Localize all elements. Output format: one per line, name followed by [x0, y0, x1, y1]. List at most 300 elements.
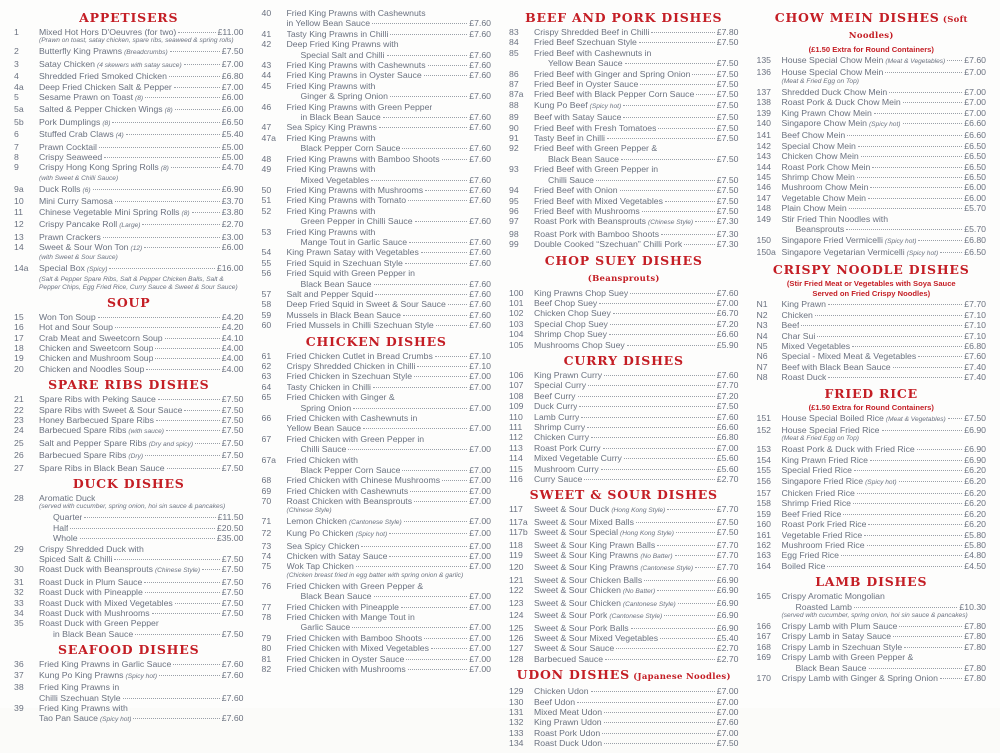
- item-row: [262, 143, 492, 153]
- item-number: 20: [14, 363, 24, 374]
- item-number: 127: [509, 643, 524, 654]
- menu-item: [757, 299, 987, 309]
- item-price: £7.70: [716, 550, 739, 561]
- item-name: Roast Duck Udon: [534, 738, 603, 749]
- item-name: Shrimp Chop Suey: [534, 329, 607, 340]
- item-price: £7.50: [716, 205, 739, 216]
- menu-item: [262, 602, 492, 612]
- menu-item: [757, 621, 987, 631]
- item-number: 141: [756, 130, 771, 141]
- item-row: [509, 143, 739, 153]
- item-price: £7.60: [716, 411, 739, 422]
- item-price: £7.60: [716, 717, 739, 728]
- dotted-leader: [607, 138, 715, 139]
- item-name: Mushrooms Chop Suey: [534, 339, 625, 350]
- item-number: 71: [261, 515, 272, 526]
- dotted-leader: [192, 212, 220, 213]
- item-row: [509, 633, 739, 643]
- item-row: [509, 474, 739, 484]
- item-price: £5.40: [221, 129, 244, 140]
- item-row: [262, 496, 492, 506]
- item-body: [287, 465, 492, 475]
- item-body: [782, 108, 987, 118]
- item-name: Lemon Chicken: [286, 515, 347, 526]
- item-name: Chicken: [781, 309, 813, 320]
- dotted-leader: [853, 503, 962, 504]
- item-body: [534, 686, 739, 696]
- item-body: [534, 707, 739, 717]
- item-number: 139: [756, 107, 771, 118]
- dotted-leader: [642, 211, 715, 212]
- item-number: 124: [509, 610, 524, 621]
- item-number: 93: [509, 164, 519, 175]
- menu-item: [14, 92, 244, 104]
- menu-item: [262, 195, 492, 205]
- dotted-leader: [98, 317, 220, 318]
- dotted-leader: [609, 334, 715, 335]
- item-number: 23: [14, 414, 24, 425]
- item-price: £7.00: [469, 465, 491, 476]
- item-row: [14, 219, 244, 231]
- item-number: 164: [756, 560, 771, 571]
- item-row: [509, 517, 739, 527]
- item-name: Chicken and Mushroom Soup: [39, 353, 154, 364]
- item-number: 2: [14, 46, 19, 57]
- item-number: 86: [509, 68, 519, 79]
- dotted-leader: [940, 678, 962, 679]
- item-name: in Black Bean Sauce: [300, 112, 381, 123]
- item-body: [534, 633, 739, 643]
- item-body: [287, 81, 492, 91]
- item-name: Boiled Rice: [781, 560, 826, 571]
- item-price: £6.90: [716, 622, 739, 633]
- item-row: [757, 108, 987, 118]
- item-number: 150a: [756, 246, 776, 257]
- dotted-leader: [174, 87, 220, 88]
- item-body: [287, 289, 492, 299]
- item-body: [782, 444, 987, 454]
- item-name: Honey Barbecued Spare Ribs: [39, 414, 154, 425]
- item-row: [262, 18, 492, 28]
- item-body: [782, 621, 987, 631]
- item-name: House Special Fried Rice: [781, 424, 880, 435]
- section-subtitle: (£1.50 Extra for Round Containers): [808, 402, 934, 412]
- item-row: [757, 55, 987, 67]
- dotted-leader: [414, 376, 467, 377]
- menu-item: [14, 405, 244, 415]
- item-price: £7.60: [469, 112, 491, 123]
- item-number: 35: [14, 618, 24, 629]
- item-number: 151: [756, 412, 771, 423]
- item-body: [287, 279, 492, 289]
- menu-item: [509, 143, 739, 164]
- item-number: 134: [509, 738, 524, 749]
- item-name: Sweet & Sour Chicken: [534, 585, 621, 596]
- dotted-leader: [817, 336, 962, 337]
- item-price: £7.50: [716, 174, 739, 185]
- item-price: £7.50: [221, 46, 244, 57]
- item-name: Fried Chicken with: [286, 454, 358, 465]
- item-name: Chicken and Sweetcorn Soup: [39, 342, 154, 353]
- dotted-leader: [664, 615, 715, 616]
- section-continued: [262, 8, 492, 331]
- item-name: Kung Po Chicken: [286, 528, 354, 539]
- item-row: [509, 598, 739, 610]
- menu-item: [262, 268, 492, 289]
- menu-item: [757, 162, 987, 172]
- item-body: [287, 551, 492, 561]
- item-body: [782, 55, 987, 67]
- menu-item: [262, 164, 492, 185]
- item-row: [757, 621, 987, 631]
- menu-item: [262, 455, 492, 476]
- item-name: Crispy Shredded Duck with: [39, 543, 144, 554]
- item-body: [534, 154, 739, 164]
- item-body: [782, 372, 987, 382]
- item-number: N1: [756, 299, 768, 310]
- item-number: 40: [261, 8, 272, 18]
- item-name: Fried Chicken Cutlet in Bread Crumbs: [286, 350, 433, 361]
- item-number: 91: [509, 133, 519, 144]
- dotted-leader: [872, 167, 962, 168]
- item-price: £4.20: [221, 311, 244, 322]
- item-row: [509, 540, 739, 550]
- item-price: £7.50: [221, 414, 244, 425]
- menu-item: [509, 239, 739, 249]
- item-body: [39, 129, 244, 141]
- item-name: Mixed Hot Hors D'Oeuvres (for two): [39, 27, 177, 37]
- menu-column-1: [14, 8, 244, 753]
- menu-item: [14, 263, 244, 291]
- item-body: [782, 413, 987, 425]
- item-row: [14, 608, 244, 618]
- dotted-leader: [870, 187, 962, 188]
- item-price: £4.00: [221, 363, 244, 374]
- item-price: £6.60: [964, 118, 986, 129]
- item-row: [757, 87, 987, 97]
- item-body: [287, 206, 492, 216]
- dotted-leader: [402, 470, 467, 471]
- dotted-leader: [858, 146, 962, 147]
- item-number: 146: [756, 182, 771, 193]
- item-price: £7.60: [469, 70, 491, 81]
- dotted-leader: [405, 263, 467, 264]
- item-row: [757, 425, 987, 435]
- item-name: Roast Duck with Beansprouts: [39, 564, 153, 575]
- item-price: £7.50: [221, 576, 244, 587]
- item-price: £2.70: [716, 474, 739, 485]
- item-price: £7.60: [469, 216, 491, 227]
- menu-item: [14, 162, 244, 182]
- item-row: [262, 247, 492, 257]
- menu-item: [757, 530, 987, 540]
- item-row: [509, 206, 739, 216]
- item-price: £6.80: [221, 71, 244, 82]
- item-name: Fried King Prawns with: [286, 226, 376, 237]
- section-title: APPETISERS: [79, 10, 179, 25]
- dotted-leader: [435, 356, 467, 357]
- item-number: 159: [756, 508, 771, 519]
- item-body: [287, 486, 492, 496]
- dotted-leader: [599, 303, 714, 304]
- item-row: [262, 351, 492, 361]
- item-number: 43: [261, 60, 272, 71]
- menu-item: [757, 425, 987, 443]
- item-body: [782, 247, 987, 259]
- dotted-leader: [115, 201, 220, 202]
- item-style-note: (Spicy hot): [589, 102, 622, 110]
- item-number: 77: [261, 601, 272, 612]
- item-name: Sweet & Sour King Prawn Balls: [534, 539, 656, 550]
- item-name: Duck Rolls: [39, 183, 81, 194]
- item-row: [757, 591, 987, 601]
- item-name: Mushroom Curry: [534, 463, 599, 474]
- item-body: [782, 203, 987, 213]
- item-price: £5.70: [964, 224, 986, 235]
- item-price: £7.00: [964, 97, 986, 108]
- item-price: £5.70: [964, 203, 986, 214]
- item-number: 148: [756, 203, 771, 214]
- item-body: [534, 79, 739, 89]
- menu-item: [757, 362, 987, 372]
- item-number: 63: [261, 371, 272, 382]
- item-name: Roast Pork with Beansprouts: [534, 216, 647, 227]
- dotted-leader: [596, 180, 715, 181]
- item-name: King Prawn Satay with Vegetables: [286, 247, 419, 258]
- item-price: £7.70: [716, 504, 739, 515]
- item-name: Wok Tap Chicken: [286, 561, 354, 572]
- item-body: [39, 82, 244, 92]
- item-row: [262, 654, 492, 664]
- item-body: [782, 425, 987, 435]
- item-name: Deep Fried Chicken Salt & Pepper: [39, 81, 172, 92]
- item-body: [287, 299, 492, 309]
- item-price: £35.00: [216, 533, 244, 544]
- item-row: [757, 235, 987, 247]
- item-body: [782, 602, 987, 612]
- item-price: £7.50: [716, 195, 739, 206]
- item-body: [782, 151, 987, 161]
- item-number: 101: [509, 297, 524, 308]
- item-name: Roast Pork Udon: [534, 727, 601, 738]
- item-number: 160: [756, 519, 771, 530]
- item-body: [534, 288, 739, 298]
- item-name: Fried Chicken with Pineapple: [286, 601, 400, 612]
- item-price: £6.00: [221, 104, 244, 115]
- item-name: Mushroom Chow Mein: [781, 182, 869, 193]
- item-price: £7.20: [716, 390, 739, 401]
- item-body: [287, 561, 492, 571]
- item-price: £4.10: [221, 332, 244, 343]
- item-name: Shrimp Chow Mein: [781, 172, 855, 183]
- item-style-note: (Meat & Vegetables): [885, 58, 946, 65]
- item-price: £6.20: [964, 465, 986, 476]
- item-number: 41: [261, 28, 272, 39]
- item-row: [757, 509, 987, 519]
- item-row: [14, 512, 244, 522]
- dotted-leader: [375, 294, 467, 295]
- menu-item: [14, 394, 244, 404]
- item-row: [757, 203, 987, 213]
- menu-item: [14, 312, 244, 322]
- dotted-leader: [947, 60, 962, 61]
- menu-item: [262, 551, 492, 561]
- item-body: [287, 154, 492, 164]
- item-number: 70: [261, 496, 272, 507]
- item-row: [509, 623, 739, 633]
- item-name: Chicken and Noodles Soup: [39, 363, 145, 374]
- item-row: [509, 550, 739, 562]
- menu-item: [509, 229, 739, 239]
- item-name: Fried Chicken with Cashewnuts in: [286, 413, 418, 424]
- item-price: £7.50: [221, 564, 244, 575]
- item-body: [782, 488, 987, 498]
- item-number: 52: [261, 205, 272, 216]
- item-number: 73: [261, 540, 272, 551]
- item-name: Fried King Prawns with Bamboo Shoots: [286, 153, 440, 164]
- item-name: Fried King Prawns with Green Pepper: [286, 101, 433, 112]
- dotted-leader: [390, 96, 467, 97]
- item-number: 32: [14, 587, 24, 598]
- item-row: [509, 728, 739, 738]
- item-row: [262, 91, 492, 101]
- item-price: £7.50: [716, 68, 739, 79]
- dotted-leader: [428, 65, 468, 66]
- dotted-leader: [171, 167, 220, 168]
- item-name: Black Bean Sauce: [548, 153, 619, 164]
- item-style-note: (Chinese Style): [648, 219, 694, 227]
- item-price: £6.50: [221, 116, 244, 127]
- item-price: £7.60: [469, 91, 491, 102]
- item-name: Mixed Vegetables: [781, 340, 851, 351]
- item-number: 49: [261, 164, 272, 175]
- menu-item: [509, 504, 739, 516]
- item-number: 5b: [14, 116, 24, 127]
- dotted-leader: [389, 556, 467, 557]
- item-name: Roast Duck with Pineapple: [39, 587, 143, 598]
- dotted-leader: [869, 668, 963, 669]
- item-body: [287, 591, 492, 601]
- menu-item: [509, 643, 739, 653]
- item-price: £3.80: [221, 206, 244, 217]
- item-price: £7.10: [964, 330, 986, 341]
- menu-item: [262, 643, 492, 653]
- dotted-leader: [660, 638, 715, 639]
- section-curry-dishes: [509, 354, 739, 484]
- item-body: [782, 351, 987, 361]
- item-number: 119: [509, 550, 523, 561]
- item-body: [287, 175, 492, 185]
- dotted-leader: [387, 55, 468, 56]
- dotted-leader: [348, 449, 467, 450]
- item-row: [509, 380, 739, 390]
- item-body: [534, 206, 739, 216]
- dotted-leader: [625, 63, 715, 64]
- dotted-leader: [167, 468, 220, 469]
- dotted-leader: [425, 190, 467, 191]
- item-price: £7.10: [469, 350, 491, 361]
- item-number: 7: [14, 141, 19, 152]
- item-number: 10: [14, 196, 24, 207]
- item-row: [262, 237, 492, 247]
- section-subtitle: Served on Fried Crispy Noodles): [812, 289, 931, 299]
- item-price: £6.00: [964, 192, 986, 203]
- item-number: 27: [14, 462, 24, 473]
- item-number: 154: [756, 454, 771, 465]
- item-name: Sweet & Sour King Prawns: [534, 562, 639, 573]
- item-name: Fried Squid with Green Pepper in: [286, 268, 415, 279]
- item-row: [757, 151, 987, 161]
- item-number: 158: [756, 498, 771, 509]
- item-name: Fried Chicken with Green Pepper &: [286, 580, 424, 591]
- menu-item: [509, 164, 739, 185]
- item-price: £7.70: [964, 299, 986, 310]
- dotted-leader: [601, 469, 715, 470]
- item-name: Chicken Udon: [534, 686, 589, 697]
- item-name: Prawn Crackers: [39, 231, 101, 242]
- item-row: [509, 562, 739, 574]
- item-body: [782, 130, 987, 140]
- item-row: [262, 195, 492, 205]
- item-body: [534, 717, 739, 727]
- item-number: 115: [509, 463, 523, 474]
- item-body: [534, 540, 739, 550]
- menu-item: [509, 48, 739, 69]
- item-number: 84: [509, 37, 519, 48]
- dotted-leader: [577, 702, 715, 703]
- dotted-leader: [156, 420, 220, 421]
- item-number: N7: [756, 361, 768, 372]
- item-body: [534, 175, 739, 185]
- item-row: [757, 130, 987, 140]
- item-row: [757, 310, 987, 320]
- item-name: Special Fried Rice: [781, 465, 852, 476]
- menu-item: [14, 659, 244, 669]
- item-description-note: (Chinese Style): [286, 506, 332, 514]
- item-body: [287, 612, 492, 622]
- menu-item: [757, 130, 987, 140]
- item-body: [39, 59, 244, 71]
- item-body: [782, 67, 987, 77]
- item-price: £16.00: [216, 263, 244, 274]
- section-title: FRIED RICE: [824, 385, 919, 401]
- item-body: [782, 663, 987, 673]
- item-price: £7.60: [221, 692, 244, 703]
- item-row: [262, 50, 492, 60]
- item-row: [757, 97, 987, 107]
- dotted-leader: [899, 481, 963, 482]
- item-row: [14, 129, 244, 141]
- item-row: [757, 341, 987, 351]
- dotted-leader: [84, 517, 215, 518]
- item-number: 12: [14, 219, 24, 230]
- item-number: N5: [756, 340, 768, 351]
- item-row: [262, 70, 492, 80]
- item-number: 102: [509, 308, 524, 319]
- item-name: Vegetable Fried Rice: [781, 529, 863, 540]
- item-name: Sweet & Sour Chicken Balls: [534, 574, 643, 585]
- item-price: £7.50: [221, 628, 244, 639]
- dotted-leader: [940, 252, 962, 253]
- item-row: [757, 320, 987, 330]
- menu-item: [509, 464, 739, 474]
- item-row: [757, 118, 987, 130]
- dotted-leader: [383, 117, 468, 118]
- item-price: £7.00: [716, 442, 739, 453]
- item-row: [509, 575, 739, 585]
- item-row: [14, 232, 244, 242]
- item-price: £7.60: [716, 369, 739, 380]
